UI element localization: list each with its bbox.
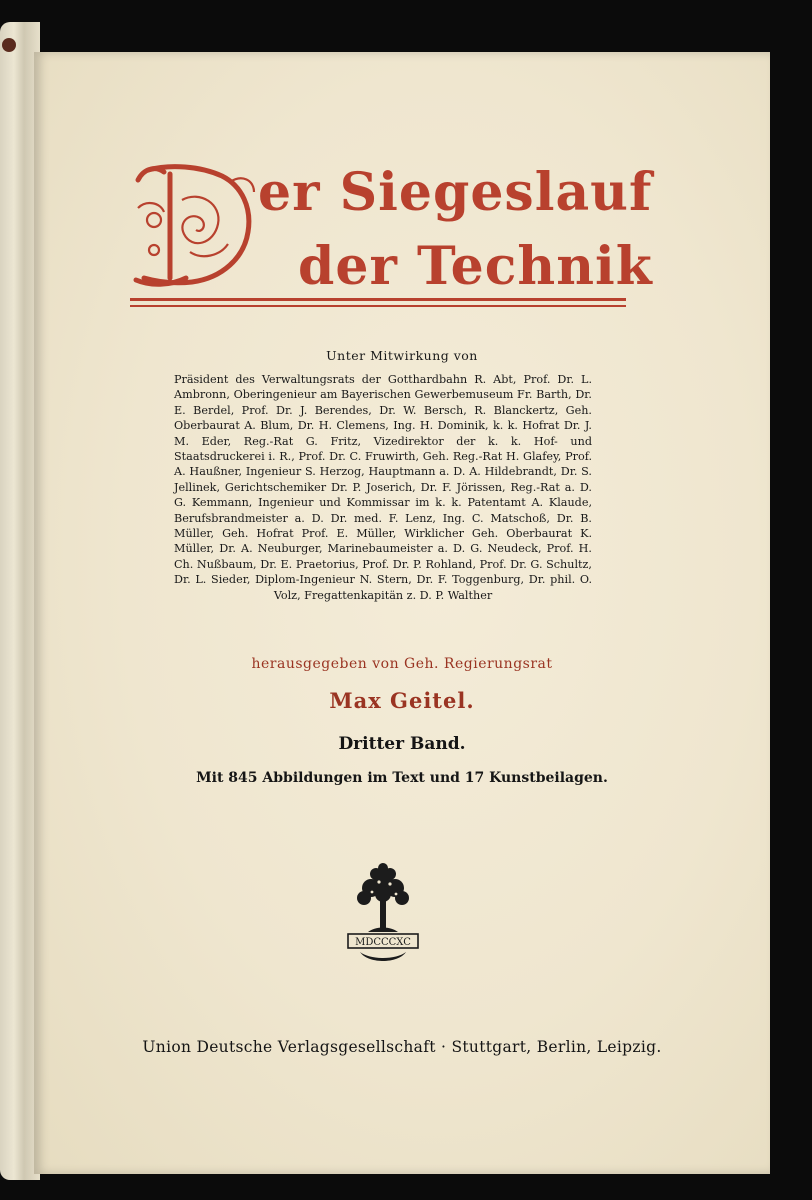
book-title: [130, 160, 653, 320]
publisher-imprint: Union Deutsche Verlagsgesellschaft · Stuttgart, Berlin, Leipzig.: [142, 1038, 662, 1056]
illustrations-note: Mit 845 Abbildungen im Text und 17 Kunstbeilagen.: [196, 770, 608, 786]
decorated-initial-d: [130, 160, 260, 290]
emblem-year: MDCCCXC: [355, 937, 411, 948]
volume-label: Dritter Band.: [338, 734, 466, 754]
publisher-emblem-tree: [346, 860, 420, 968]
contributors-list: Präsident des Verwaltungsrats der Gotthardbahn R. Abt, Prof. Dr. L. Ambronn, Oberingenieur am Bayerischen Gewerbemuseum Fr. Barth, Dr. E. Berdel, Prof. Dr. J. Berendes, Dr. W. Bersch, R. Blanckertz, Geh. Oberbaurat A. Blum, Dr. H. Clemens, Ing. H. Dominik, k. k. Hofrat Dr. J. M. Eder, Reg.-Rat G. Fritz, Vizedirektor der k. k. Hof- und Staatsdruckerei i. R., Prof. Dr. C. Fruwirth, Geh. Reg.-Rat H. Glafey, Prof. A. Haußner, Ingenieur S. Herzog, Hauptmann a. D. A. Hildebrandt, Dr. S. Jellinek, Gerichtschemiker Dr. P. Joserich, Dr. F. Jörissen, Reg.-Rat a. D. G. Kemmann, Ingenieur und Kommissar im k. k. Patentamt A. Klaude, Berufsbrandmeister a. D. Dr. med. F. Lenz, Ing. C. Matschoß, Dr. B. Müller, Geh. Hofrat Prof. E. Müller, Wirklicher Geh. Oberbaurat K. Müller, Dr. A. Neuburger, Marinebaumeister a. D. G. Neudeck, Prof. H. Ch. Nußbaum, Dr. E. Praetorius, Prof. Dr. P. Rohland, Prof. Dr. G. Schultz, Dr. L. Sieder, Diplom-Ingenieur N. Stern, Dr. F. Toggenburg, Dr. phil. O. Volz, Fregattenkapitän z. D. P. Walther: [174, 373, 592, 602]
title-line-1: er Siegeslauf: [258, 162, 653, 223]
title-line-2: der Technik: [298, 236, 653, 297]
editor-intro: herausgegeben von Geh. Regierungsrat: [251, 656, 553, 672]
title-rule-thick: [130, 298, 626, 301]
title-rule-thin: [130, 305, 626, 307]
editor-name: Max Geitel.: [329, 688, 475, 713]
title-page: [34, 52, 770, 1174]
spine-mark: [2, 38, 16, 52]
contributors-intro: Unter Mitwirkung von: [326, 348, 478, 363]
